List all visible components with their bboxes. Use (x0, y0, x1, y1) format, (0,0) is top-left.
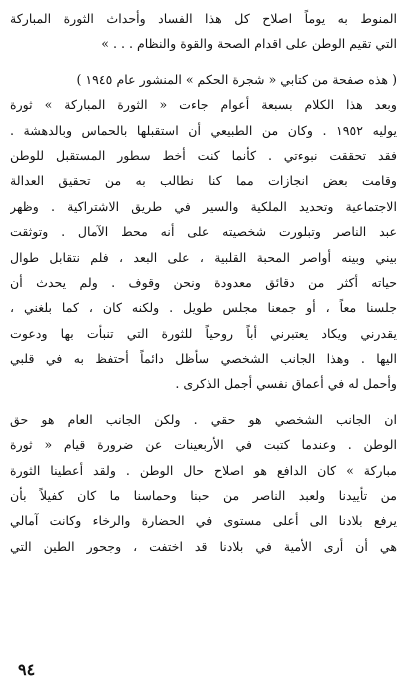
text-line: اليها . وهذا الجانب الشخصي سأظل دائماً أحتفظ به في قلبي (10, 351, 397, 367)
text-line: حياته أكثر من دقائق معدودة ونحن وقوف . ولم يحدث أن (10, 274, 397, 290)
paragraph-continuation (10, 6, 397, 57)
text-line: الاجتماعية وتحديد الملكية والسير في طريق الاشتراكية . وظهر (10, 198, 397, 214)
paragraph-public-side (10, 407, 397, 559)
text-line: ان الجانب الشخصي هو حقي . ولكن الجانب العام هو حق (10, 411, 397, 427)
text-line: جلسنا معاً ، أو جمعنا مجلس طويل . ولكنه كان ، كما بلغني ، (10, 300, 397, 316)
text-line: وبعد هذا الكلام بسبعة أعوام جاءت « الثورة المباركة » ثورة (10, 97, 397, 113)
text-line: يقدرني ويكاد يعتبرني أباً روحياً للثورة التي تنبأت بها ودعوت (10, 325, 397, 341)
citation-note (10, 67, 397, 92)
text-line: المنوط به يوماً اصلاح كل هذا الفساد وأحداث الثورة المباركة (10, 11, 397, 26)
text-line: عبد الناصر وتبلورت شخصيته على أنه محط الآمال . وتوثقت (10, 224, 397, 240)
text-line: وأحمل له في أعماق نفسي أجمل الذكرى . (175, 376, 397, 392)
paragraph-gap (10, 397, 397, 407)
paragraph-prophecy (10, 92, 397, 397)
text-line: يرفع بلادنا الى أعلى مستوى في الحضارة والرخاء وكانت آمالي (10, 513, 397, 529)
text-line: التي تقيم الوطن على اقدام الصحة والقوة والنظام . . . » (101, 36, 397, 52)
text-line: يوليه ١٩٥٢ . وكان من الطبيعي أن استقبلها بالحماس وبالدهشة . (10, 122, 397, 138)
text-line: هي أن أرى الأمية في بلادنا قد اختفت ، وجحور الطين التي (10, 538, 397, 554)
text-line: وقامت بعض انجازات مما كنا نطالب به من تحقيق العدالة (10, 173, 397, 189)
text-line: ( هذه صفحة من كتابي « شجرة الحكم » المنشور عام ١٩٤٥ ) (76, 71, 397, 87)
page-number: ٩٤ (18, 660, 36, 679)
text-line: من تأييدنا ولعبد الناصر من حبنا وحماسنا ما كان كفيلاً بأن (10, 488, 397, 504)
text-line: مباركة » كان الدافع هو اصلاح حال الوطن . ولقد أعطينا الثورة (10, 462, 397, 478)
text-line: فقد تحققت نبوءتي . كأنما كنت أخط سطور المستقبل للوطن (10, 147, 397, 163)
text-line: بيني وبينه أواصر المحبة القلبية ، على البعد ، فلم نتقابل طوال (10, 249, 397, 265)
text-line: الوطن . وعندما كتبت في الأربعينات عن ضرورة قيام « ثورة (10, 437, 397, 453)
paragraph-gap (10, 57, 397, 67)
